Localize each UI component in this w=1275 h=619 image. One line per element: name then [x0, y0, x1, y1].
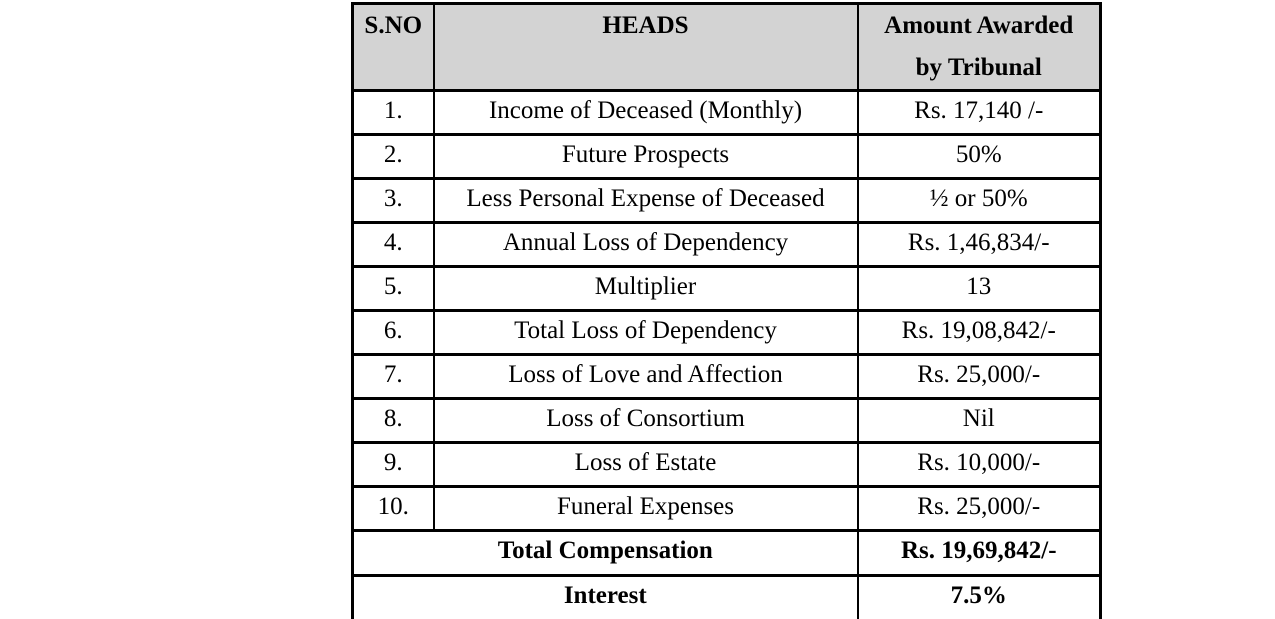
table-row: [353, 135, 1101, 179]
table-row: [353, 355, 1101, 399]
cell-amount: Rs. 10,000/-: [858, 443, 1101, 487]
cell-head: Loss of Love and Affection: [434, 355, 858, 399]
total-compensation-row: [353, 531, 1101, 576]
cell-sno: 6.: [353, 311, 434, 355]
table-row: [353, 443, 1101, 487]
col-header-heads: HEADS: [434, 4, 858, 91]
cell-sno: 4.: [353, 223, 434, 267]
cell-amount: Rs. 17,140 /-: [858, 91, 1101, 135]
cell-head: Income of Deceased (Monthly): [434, 91, 858, 135]
cell-head: Loss of Consortium: [434, 399, 858, 443]
col-header-amount: [858, 4, 1101, 91]
cell-amount: Rs. 25,000/-: [858, 355, 1101, 399]
cell-amount: 50%: [858, 135, 1101, 179]
cell-amount: 13: [858, 267, 1101, 311]
cell-sno: 8.: [353, 399, 434, 443]
interest-row: [353, 576, 1101, 619]
cell-sno: 7.: [353, 355, 434, 399]
table-row: [353, 91, 1101, 135]
col-header-sno: S.NO: [353, 4, 434, 91]
table-header-row: [353, 4, 1101, 91]
interest-label: Interest: [353, 576, 858, 619]
interest-amount: 7.5%: [858, 576, 1101, 619]
cell-head: Multiplier: [434, 267, 858, 311]
table-row: [353, 223, 1101, 267]
cell-head: Funeral Expenses: [434, 487, 858, 531]
table-row: [353, 179, 1101, 223]
cell-sno: 2.: [353, 135, 434, 179]
cell-sno: 9.: [353, 443, 434, 487]
cell-sno: 5.: [353, 267, 434, 311]
cell-head: Total Loss of Dependency: [434, 311, 858, 355]
total-compensation-label: Total Compensation: [353, 531, 858, 576]
cell-sno: 10.: [353, 487, 434, 531]
col-header-amount-line2: by Tribunal: [915, 54, 1042, 81]
total-compensation-amount: Rs. 19,69,842/-: [858, 531, 1101, 576]
cell-amount: Rs. 25,000/-: [858, 487, 1101, 531]
cell-amount: Nil: [858, 399, 1101, 443]
table-row: [353, 399, 1101, 443]
cell-head: Annual Loss of Dependency: [434, 223, 858, 267]
cell-head: Future Prospects: [434, 135, 858, 179]
col-header-amount-line1: Amount Awarded: [884, 12, 1074, 39]
cell-head: Less Personal Expense of Deceased: [434, 179, 858, 223]
cell-head: Loss of Estate: [434, 443, 858, 487]
cell-sno: 3.: [353, 179, 434, 223]
table-row: [353, 267, 1101, 311]
compensation-table: [351, 2, 1102, 619]
cell-amount: ½ or 50%: [858, 179, 1101, 223]
cell-amount: Rs. 1,46,834/-: [858, 223, 1101, 267]
table-row: [353, 487, 1101, 531]
cell-amount: Rs. 19,08,842/-: [858, 311, 1101, 355]
cell-sno: 1.: [353, 91, 434, 135]
table-row: [353, 311, 1101, 355]
